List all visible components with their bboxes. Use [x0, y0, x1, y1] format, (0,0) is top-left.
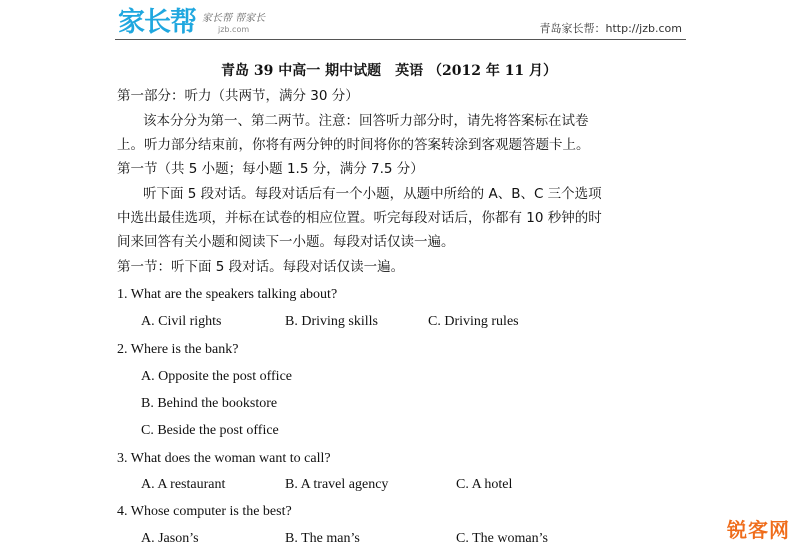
part-heading: 第一部分：听力（共两节，满分 30 分） [117, 88, 359, 104]
q4-option-b: B. The man’s [285, 531, 360, 546]
intro-line-2: 上。听力部分结束前，你将有两分钟的时间将你的答案转涂到客观题答题卡上。 [117, 137, 590, 153]
q1-option-a: A. Civil rights [141, 314, 222, 329]
question-3: 3. What does the woman want to call? [117, 451, 331, 466]
question-4: 4. Whose computer is the best? [117, 504, 292, 519]
q2-option-a: A. Opposite the post office [141, 369, 292, 384]
section-subheading: 第一节：听下面 5 段对话。每段对话仅读一遍。 [117, 259, 405, 275]
section-heading: 第一节（共 5 小题；每小题 1.5 分，满分 7.5 分） [117, 161, 424, 177]
logo-domain: jzb.com [218, 25, 250, 34]
intro-line-1: 该本分分为第一、第二两节。注意：回答听力部分时，请先将答案标在试卷 [143, 113, 589, 129]
q3-option-c: C. A hotel [456, 477, 513, 492]
q4-option-a: A. Jason’s [141, 531, 199, 546]
q2-option-c: C. Beside the post office [141, 423, 279, 438]
q3-option-b: B. A travel agency [285, 477, 389, 492]
question-1: 1. What are the speakers talking about? [117, 287, 338, 302]
site-logo[interactable] [118, 2, 265, 38]
q1-option-b: B. Driving skills [285, 314, 378, 329]
page-header [0, 0, 800, 44]
document-title: 青岛 39 中高一 期中试题 英语 （2012 年 11 月） [221, 63, 558, 79]
instruction-line-1: 听下面 5 段对话。每段对话后有一个小题，从题中所给的 A、B、C 三个选项 [143, 186, 602, 202]
instruction-line-3: 间来回答有关小题和阅读下一小题。每段对话仅读一遍。 [117, 234, 455, 250]
header-divider [115, 39, 686, 40]
q2-option-b: B. Behind the bookstore [141, 396, 278, 411]
logo-slogan: 家长帮 帮家长 [202, 13, 266, 24]
instruction-line-2: 中选出最佳选项，并标在试卷的相应位置。听完每段对话后，你都有 10 秒钟的时 [117, 210, 602, 226]
logo-wordmark: 家长帮 [118, 7, 196, 38]
q4-option-c: C. The woman’s [456, 531, 548, 546]
q1-option-c: C. Driving rules [428, 314, 519, 329]
logo-side [202, 13, 265, 38]
watermark-text: 锐客网 [727, 518, 790, 542]
site-info: 青岛家长帮：http://jzb.com [539, 22, 682, 35]
question-2: 2. Where is the bank? [117, 342, 239, 357]
q3-option-a: A. A restaurant [141, 477, 226, 492]
site-watermark [727, 518, 790, 542]
